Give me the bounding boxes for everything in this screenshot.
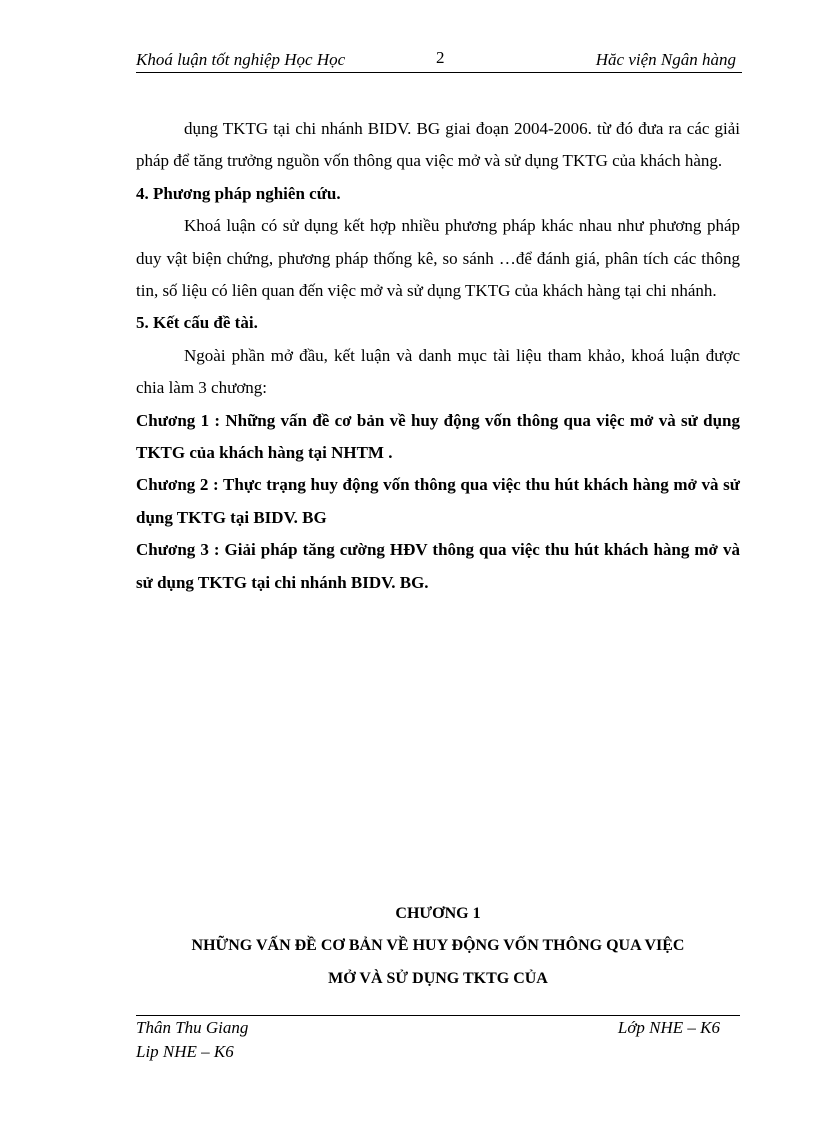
heading-structure: 5. Kết cấu đề tài. bbox=[136, 313, 258, 333]
paragraph-scope: dụng TKTG tại chi nhánh BIDV. BG giai đoạn 2004-2006. từ đó đưa ra các giải pháp để tăng trưởng nguồn vốn thông qua việc mở và sử dụng TKTG của khách hàng. bbox=[136, 119, 740, 171]
header-institution: Hăc viện Ngân hàng bbox=[595, 50, 736, 69]
header-thesis-title: Khoá luận tốt nghiệp Học Học bbox=[136, 50, 346, 69]
chapter-heading bbox=[136, 898, 740, 995]
chapter-2-summary: Chương 2 : Thực trạng huy động vốn thông qua việc thu hút khách hàng mở và sử dụng TKTG tại BIDV. BG bbox=[136, 475, 740, 527]
footer-class-left: Lip NHE – K6 bbox=[136, 1042, 234, 1061]
chapter-3-summary: Chương 3 : Giải pháp tăng cường HĐV thông qua việc thu hút khách hàng mở và sử dụng TKTG tại chi nhánh BIDV. BG. bbox=[136, 540, 740, 592]
document-body bbox=[136, 113, 740, 599]
footer-class-right: Lớp NHE – K6 bbox=[617, 1018, 720, 1037]
chapter-label: CHƯƠNG 1 bbox=[395, 905, 481, 922]
paragraph-structure: Ngoài phần mở đầu, kết luận và danh mục tài liệu tham khảo, khoá luận được chia làm 3 chương: bbox=[136, 345, 740, 398]
page-number: 2 bbox=[436, 48, 445, 67]
paragraph-research-methods: Khoá luận có sử dụng kết hợp nhiều phương pháp khác nhau như phương pháp duy vật biện chứng, phương pháp thống kê, so sánh …để đánh giá, phân tích các thông tin, số liệu có liên quan đến việc mở và sử dụng TKTG của khách hàng tại chi nhánh. bbox=[136, 216, 740, 301]
chapter-1-summary: Chương 1 : Những vấn đề cơ bản về huy động vốn thông qua việc mở và sử dụng TKTG của khách hàng tại NHTM . bbox=[136, 410, 740, 463]
header-rule bbox=[136, 72, 742, 73]
page-header bbox=[136, 48, 742, 74]
chapter-title-line-1: NHỮNG VẤN ĐỀ CƠ BẢN VỀ HUY ĐỘNG VỐN THÔNG QUA VIỆC bbox=[191, 937, 685, 955]
heading-research-methods: 4. Phương pháp nghiên cứu. bbox=[136, 183, 341, 203]
chapter-title-line-2: MỞ VÀ SỬ DỤNG TKTG CỦA bbox=[328, 969, 548, 987]
page-footer bbox=[136, 1012, 740, 1072]
footer-rule bbox=[136, 1015, 740, 1016]
footer-author: Thân Thu Giang bbox=[136, 1018, 249, 1037]
